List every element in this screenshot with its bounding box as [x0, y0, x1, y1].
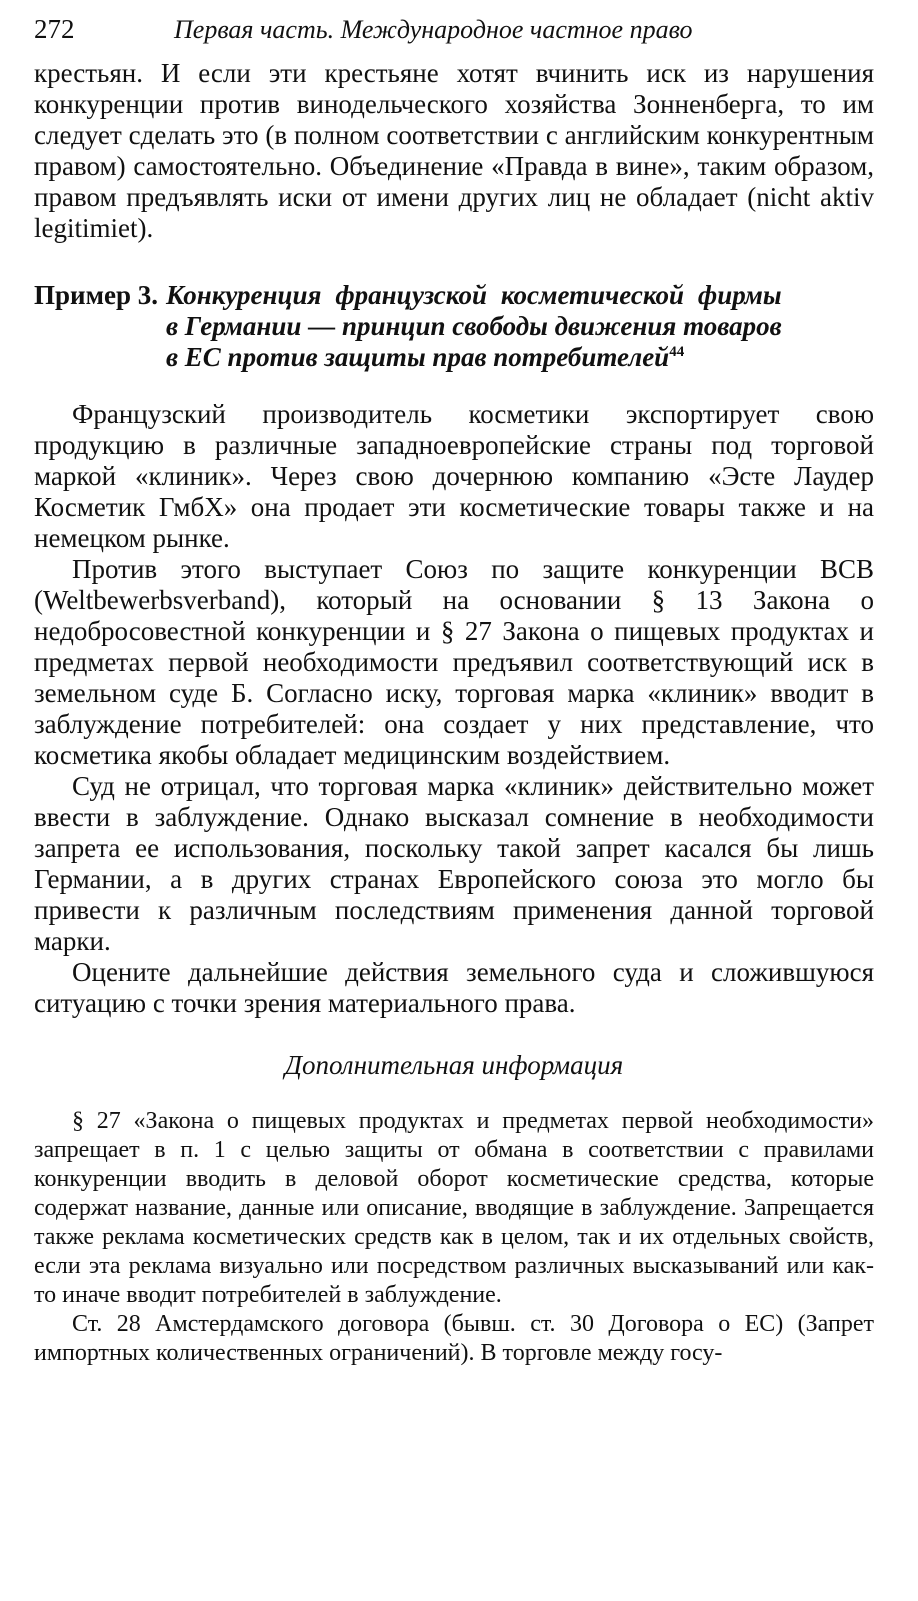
example-label: Пример 3. — [34, 280, 158, 310]
example-title-line-1: Конкуренция французской косметической фирмы — [165, 280, 782, 310]
page-number: 272 — [34, 14, 75, 44]
case-paragraph-3: Суд не отрицал, что торговая марка «клиник» действительно может ввести в заблуждение. Однако высказал сомнение в необходимости запрета ее использования, поскольку такой запрет касался бы лишь Германии, а в других странах Европейского союза это могло бы привести к различным последствиям применения данной торговой марки. — [34, 771, 874, 956]
case-paragraph-2: Против этого выступает Союз по защите конкуренции ВСВ (Weltbewerbsverband), который на основании § 13 Закона о недобросовестной конкуренции и § 27 Закона о пищевых продуктах и предметах первой необходимости предъявил соответствующий иск в земельном суде Б. Согласно иску, торговая марка «клиник» вводит в заблуждение потребителей: она создает у них представление, что косметика якобы обладает медицинским воздействием. — [34, 554, 874, 770]
footnote-marker: 44 — [669, 344, 685, 360]
example-title-line-3 — [166, 342, 782, 373]
example-heading — [34, 280, 874, 373]
example-title-line-3-text: в ЕС против защиты прав потребителей — [165, 342, 670, 372]
case-paragraph-4: Оцените дальнейшие действия земельного суда и сложившуюся ситуацию с точки зрения материального права. — [34, 957, 874, 1018]
paragraph-continuation: крестьян. И если эти крестьяне хотят вчинить иск из нарушения конкуренции против винодельческого хозяйства Зонненберга, то им следует сделать это (в полном соответствии с английским конкурентным правом) самостоятельно. Объединение «Правда в вине», таким образом, правом предъявлять иски от имени других лиц не обладает (nicht aktiv legitimiet). — [34, 58, 874, 243]
info-paragraph-1: § 27 «Закона о пищевых продуктах и предметах первой необходимости» запрещает в п. 1 с целью защиты от обмана в соответствии с правилами конкуренции вводить в деловой оборот косметические средства, которые содержат название, данные или описание, вводящие в заблуждение. Запрещается также реклама косметических средств как в целом, так и их отдельных свойств, если эта реклама визуально или посредством различных высказываний или как-то иначе вводит потребителей в заблуждение. — [34, 1108, 874, 1308]
section-title-additional-info: Дополнительная информация — [284, 1050, 624, 1080]
page-header — [34, 14, 874, 58]
running-title: Первая часть. Международное частное право — [174, 15, 693, 44]
book-page — [34, 14, 874, 1368]
example-title — [166, 280, 782, 373]
case-paragraph-1: Французский производитель косметики экспортирует свою продукцию в различные западноевропейские страны под торговой маркой «клиник». Через свою дочернюю компанию «Эсте Лаудер Косметик ГмбХ» она продает эти косметические товары также и на немецком рынке. — [34, 399, 874, 553]
info-paragraph-2: Ст. 28 Амстердамского договора (бывш. ст. 30 Договора о ЕС) (Запрет импортных количественных ограничений). В торговле между госу- — [34, 1311, 874, 1366]
example-title-line-2: в Германии — принцип свободы движения товаров — [165, 311, 782, 341]
